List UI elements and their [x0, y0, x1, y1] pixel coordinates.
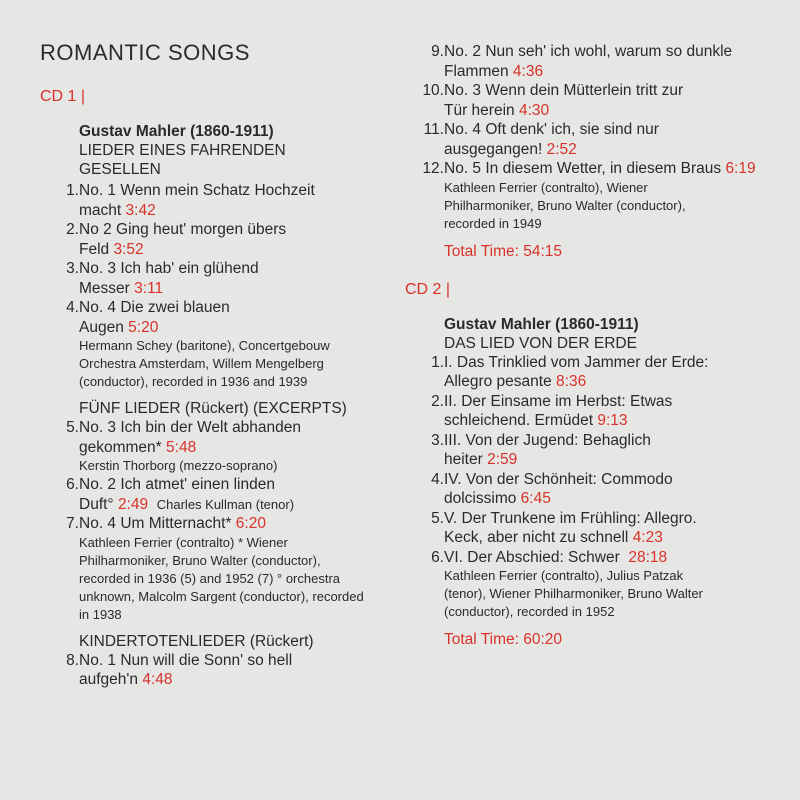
track-5: [40, 418, 385, 457]
track-11: [405, 120, 795, 159]
page-title: ROMANTIC SONGS: [40, 40, 250, 65]
credit-7: Kathleen Ferrier (contralto) * Wiener Philharmoniker, Bruno Walter (conductor), recorded in 1936 (5) and 1952 (7) ° orchestra unknown, Malcolm Sargent (conductor), recorded in 1938: [79, 534, 364, 622]
cd1-label: CD 1 |: [40, 88, 86, 105]
track-number: 8.: [66, 651, 79, 669]
cd2-track-6: [405, 548, 795, 568]
track-time: 2:52: [546, 140, 577, 158]
track-title: No. 3 Ich bin der Welt abhanden gekommen*: [79, 419, 302, 456]
track-title: No. 1 Wenn mein Schatz Hochzeit macht: [79, 182, 315, 219]
track-title: III. Von der Jugend: Behaglich heiter: [444, 431, 651, 468]
track-number: 1.: [431, 353, 444, 371]
track-time: 6:19: [725, 160, 756, 177]
track-number: 4.: [66, 299, 79, 316]
credit-12: Kathleen Ferrier (contralto), Wiener Philharmoniker, Bruno Walter (conductor), recorded in 1949: [444, 179, 686, 231]
cd2-work: DAS LIED VON DER ERDE: [444, 334, 637, 352]
track-time: 9:13: [597, 412, 628, 429]
track-number: 2.: [66, 221, 79, 238]
credit-1: Hermann Schey (baritone), Concertgebouw Orchestra Amsterdam, Willem Mengelberg (conductor), recorded in 1936 and 1939: [79, 338, 330, 389]
credit-5: Kerstin Thorborg (mezzo-soprano): [79, 458, 278, 473]
track-number: 5.: [66, 419, 79, 436]
track-time: 4:23: [632, 529, 663, 546]
track-time: 6:20: [235, 515, 266, 532]
track-number: 4.: [431, 470, 444, 488]
left-column: [40, 88, 385, 690]
track-number: 7.: [66, 515, 79, 532]
track-time: 5:48: [166, 438, 197, 456]
track-7: [40, 514, 385, 534]
track-time: 3:11: [134, 279, 164, 297]
track-10: [405, 81, 795, 120]
cd2-track-2: [405, 392, 795, 431]
track-time: 3:52: [113, 240, 144, 258]
track-title: No. 5 In diesem Wetter, in diesem Braus: [444, 160, 722, 177]
track-time: 2:49: [117, 495, 149, 513]
track-6: [40, 475, 385, 514]
track-number: 5.: [431, 509, 444, 527]
track-1: [40, 181, 385, 220]
track-time: 4:48: [142, 671, 173, 688]
cd1-work-1: LIEDER EINES FAHRENDEN GESELLEN: [79, 142, 286, 178]
track-number: 1.: [66, 182, 79, 199]
track-title: No. 3 Wenn dein Mütterlein tritt zur Tür herein: [444, 82, 684, 119]
track-number: 6.: [431, 548, 444, 566]
track-title: No. 1 Nun will die Sonn' so hell aufgeh'n: [79, 651, 293, 688]
track-title: No. 4 Oft denk' ich, sie sind nur ausgegangen!: [444, 121, 659, 158]
right-column: [405, 42, 795, 649]
track-time: 3:42: [125, 201, 156, 219]
track-title: No. 2 Ich atmet' einen linden Duft°: [79, 476, 275, 513]
cd2-track-1: [405, 353, 795, 392]
track-8: [40, 651, 385, 690]
cd1-total-time: Total Time: 54:15: [444, 242, 563, 260]
track-title: No. 4 Um Mitternacht*: [79, 515, 232, 532]
track-number: 6.: [66, 476, 79, 493]
track-12: [405, 159, 795, 179]
track-number: 10.: [422, 82, 444, 99]
track-title: II. Der Einsame im Herbst: Etwas schleichend. Ermüdet: [444, 392, 673, 429]
track-number: 9.: [431, 43, 444, 60]
track-6-performer: Charles Kullman (tenor): [156, 496, 295, 512]
track-title: VI. Der Abschied: Schwer: [444, 548, 620, 566]
cd2-credit: Kathleen Ferrier (contralto), Julius Patzak (tenor), Wiener Philharmoniker, Bruno Walter (conductor), recorded in 1952: [444, 568, 703, 619]
cd2-track-4: [405, 470, 795, 509]
cd1-work-2: FÜNF LIEDER (Rückert) (EXCERPTS): [79, 400, 347, 417]
cd2-label: CD 2 |: [405, 280, 451, 298]
track-title: No. 2 Nun seh' ich wohl, warum so dunkle Flammen: [444, 43, 733, 80]
cd1-work-3: KINDERTOTENLIEDER (Rückert): [79, 632, 314, 650]
cd2-total-time: Total Time: 60:20: [444, 631, 563, 648]
track-9: [405, 42, 795, 81]
track-time: 2:59: [487, 451, 518, 468]
track-time: 28:18: [628, 548, 668, 566]
cd2-track-5: [405, 509, 795, 548]
cd2-track-3: [405, 431, 795, 470]
track-title: No. 3 Ich hab' ein glühend Messer: [79, 260, 259, 297]
track-number: 3.: [431, 431, 444, 449]
track-time: 8:36: [556, 373, 587, 390]
cd1-composer: Gustav Mahler (1860-1911): [79, 123, 274, 140]
track-time: 6:45: [520, 490, 551, 507]
track-title: No. 4 Die zwei blauen Augen: [79, 299, 230, 336]
track-2: [40, 220, 385, 259]
track-time: 5:20: [128, 318, 159, 336]
track-number: 3.: [66, 260, 79, 277]
cd2-composer: Gustav Mahler (1860-1911): [444, 315, 639, 333]
track-time: 4:36: [512, 62, 544, 80]
track-4: [40, 298, 385, 337]
track-number: 2.: [431, 392, 444, 410]
track-time: 4:30: [518, 101, 550, 119]
track-3: [40, 259, 385, 298]
track-title: No 2 Ging heut' morgen übers Feld: [79, 221, 287, 258]
track-title: V. Der Trunkene im Frühling: Allegro. Keck, aber nicht zu schnell: [444, 509, 697, 546]
track-number: 11.: [423, 121, 444, 138]
track-title: I. Das Trinklied vom Jammer der Erde: Allegro pesante: [444, 353, 709, 390]
track-title: IV. Von der Schönheit: Commodo dolcissimo: [444, 470, 673, 507]
track-number: 12.: [422, 160, 444, 177]
